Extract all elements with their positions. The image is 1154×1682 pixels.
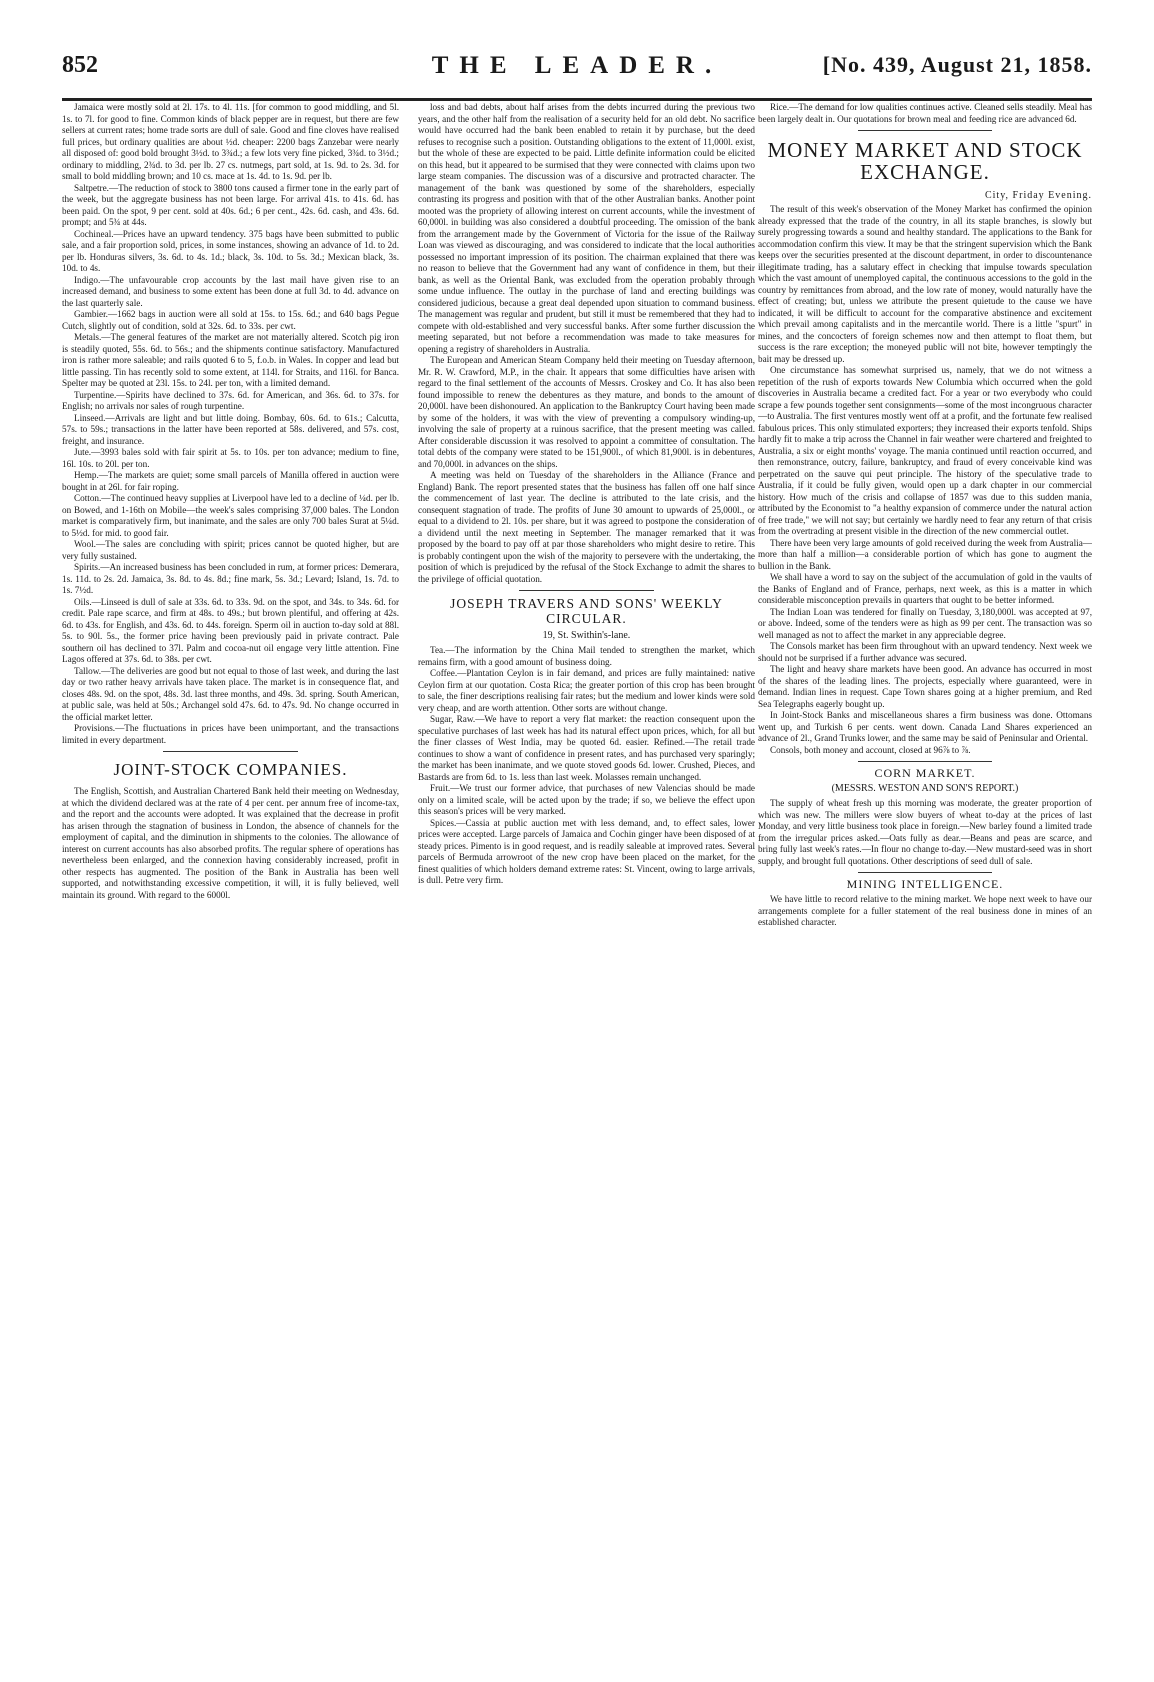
article-paragraph: A meeting was held on Tuesday of the shareholders in the Alliance (France and England) Bank. The report presented states that the business has fallen off one half since the commencement of last year. The decline is attributed to the late crisis, and the consequent stagnation of trade. The profits of June 30 amount to upwards of 25,000l., or equal to a dividend to 2l. 10s. per share, but it was agreed to postpone the consideration of a dividend until the next meeting in September. The manager remarked that it was proposed by the board to pay off at par those shareholders who might desire to retire. This is probably contingent upon the wish of the majority to persevere with the undertaking, the position of which is prejudiced by the refusal of the Stock Exchange to admit the shares to the privilege of official quotation.: [418, 470, 755, 584]
article-paragraph: There have been very large amounts of gold received during the week from Australia—more than half a million—a considerable portion of which has gone to augment the bullion in the Bank.: [758, 537, 1092, 571]
article-paragraph: In Joint-Stock Banks and miscellaneous shares a firm business was done. Ottomans went up, and Turkish 6 per cents. went down. Canada Land Shares experienced an advance of 2l., Grand Trunks lower, and the same may be said of Peninsular and Oriental.: [758, 710, 1092, 743]
article-paragraph: Spirits.—An increased business has been concluded in rum, at former prices: Demerara, 1s. 11d. to 2s. 2d. Jamaica, 3s. 8d. to 4s. 8d.; fine mark, 5s. 3d.; Levard; Island, 1s. 7d. to 1s. 7½d.: [62, 562, 399, 595]
masthead-rule: [62, 98, 1092, 101]
article-paragraph: Consols, both money and account, closed at 96⅞ to ⅞.: [770, 744, 971, 755]
article-paragraph: Cochineal.—Prices have an upward tendency. 375 bags have been submitted to public sale, and a fair proportion sold, prices, in some instances, showing an advance of 1d. to 2d. per lb. Honduras silvers, 3s. 6d. to 4s. 1d.; black, 3s. 10d. to 5s. 3d.; Mexican black, 3s. 10d. to 4s.: [62, 228, 399, 273]
column-1: [62, 102, 399, 1662]
newspaper-title: THE LEADER.: [431, 52, 723, 79]
page-number: 852: [62, 52, 98, 78]
article-paragraph: Cotton.—The continued heavy supplies at Liverpool have led to a decline of ¼d. per lb. on Bowed, and 1-16th on Mobile—the week's sales comprising 37,000 bales. The London market is comparatively firm, but inanimate, and the sales are only 700 bales Surat at 5¼d. to 5½d. for mid. to good fair.: [62, 493, 399, 538]
article-paragraph: Indigo.—The unfavourable crop accounts by the last mail have given rise to an increased demand, and business to some extent has been done at full 3d. to 4d. advance on the last quarterly sale.: [62, 274, 399, 308]
circular-address: 19, St. Swithin's-lane.: [542, 630, 631, 641]
article-paragraph: loss and bad debts, about half arises from the debts incurred during the previous two years, and the other half from the realisation of a security held for an old debt. No sacrifice would have occurred had the bank been enabled to retain it by purchase, but the deed refuses to recognise such a position. Outstanding obligations to the extent of 11,000l. exist, but the whole of these are expected to be paid. Little definite information could be elicited on this head, but it appeared to be surmised that they were connected with claims upon two large steam companies. The discussion was of a discursive and protracted character. The management of the bank was questioned by some of the shareholders, especially contrasting its progress and position with that of the other Australian banks. Another point mooted was the propriety of allowing interest on current accounts, while the investment of 60,000l. in building was also considered a doubtful proceeding. The omission of the bank from the arrangement made by the Government of Victoria for the issue of the Railway Loan was viewed as discouraging, and was considered to indicate that the local authorities possessed no important impression of its position. The chairman explained that there was no reason to believe that the Government had any want of confidence in them, but their bank, as well as the Oriental Bank, was excluded from the operation probably through some undue influence. The outlay in the purchase of land and erecting buildings was considered judicious, because a great deal depended upon situation to command business. The management was regular and prudent, but still it must be remembered that they had to compete with old-established and very successful banks. After some further discussion the meeting separated, but not before a recommendation was made to take measures for opening a registry of shareholders in Australia.: [418, 102, 755, 354]
article-paragraph: Rice.—The demand for low qualities continues active. Cleaned sells steadily. Meal has been largely dealt in. Our quotations for brown meal and feeding rice are advanced 6d.: [758, 102, 1092, 124]
article-paragraph: One circumstance has somewhat surprised us, namely, that we do not witness a repetition of the rush of exports towards New Columbia which occurred when the gold discoveries in Australia became a credited fact. For a year or two everybody who could scrape a few pounds together sent consignments—some of the most incongruous character—to Australia. The first ventures mostly went off at a profit, and the fortunate few realised fabulous prices. This only stimulated exporters; they increased their exports tenfold. Ships hardly fit to make a trip across the Channel in fair weather were chartered and freighted to Australia, a six or eight months' voyage. The mania continued until reaction occurred, and then remonstrance, outcry, failure, bankruptcy, and fraud of every conceivable kind was perpetrated on the sauve qui peut principle. The history of the speculative trade to Australia, if it could be fully given, would open up a dark chapter in our commercial history. How much of the crisis and collapse of 1857 was due to this sudden mania, attributed by the Economist to "a healthy expansion of commerce under the natural action of free trade," we will not say; but certainly we hardly need to fear any return of that crisis from the overtrading at present visible in the direction of the new commercial outlet.: [758, 365, 1092, 536]
article-paragraph: Tea.—The information by the China Mail tended to strengthen the market, which remains firm, with a good amount of business doing.: [418, 645, 755, 667]
article-paragraph: The supply of wheat fresh up this morning was moderate, the greater proportion of which was new. The millers were slow buyers of wheat to-day at the prices of last Monday, and very little business took place in foreign.—New barley found a limited trade from the irregular prices asked.—Oats fully as dear.—Beans and peas are scarce, and bring fully last week's rates.—In flour no change to-day.—New mustard-seed was in short supply, and brought full quotations. Other descriptions of seed dull of sale.: [758, 798, 1092, 866]
article-paragraph: The Consols market has been firm throughout with an upward tendency. Next week we should not be surprised if a further advance was secured.: [758, 641, 1092, 663]
corn-report-source: (MESSRS. WESTON AND SON'S REPORT.): [831, 783, 1019, 794]
section-heading-travers-circular: JOSEPH TRAVERS AND SONS' WEEKLY CIRCULAR.: [450, 596, 723, 626]
article-paragraph: Coffee.—Plantation Ceylon is in fair demand, and prices are fully maintained: native Ceylon firm at our quotation. Costa Rica; the greater portion of this crop has been brought to sale, the finer descriptions realising fair rates; but the medium and lower kinds were sold very cheap, and are worth attention. Other sorts are without change.: [418, 668, 755, 713]
article-paragraph: The light and heavy share markets have been good. An advance has occurred in most of the shares of the leading lines. The projects, especially where guaranteed, were in demand. Indian lines in request. Cape Town shares going at a higher premium, and Red Sea Telegraphs eagerly bought up.: [758, 664, 1092, 709]
dateline: City, Friday Evening.: [984, 190, 1092, 201]
article-paragraph: We shall have a word to say on the subject of the accumulation of gold in the vaults of the Banks of England and of France, perhaps, next week, as this is a matter in which considerable misconception prevails in quarters that ought to be better informed.: [758, 572, 1092, 605]
article-paragraph: Hemp.—The markets are quiet; some small parcels of Manilla offered in auction were bought in at 26l. for fair roping.: [62, 470, 399, 492]
article-paragraph: Oils.—Linseed is dull of sale at 33s. 6d. to 33s. 9d. on the spot, and 34s. to 34s. 6d. for credit. Pale rape scarce, and firm at 48s. to 49s.; but brown plentiful, and offering at 42s. 6d. to 43s. for English, and 43s. 6d. to 44s. foreign. Sperm oil in auction to-day sold at 88l. 5s. to 90l. 5s., the former price having been previously paid in private contract. Pale southern oil has declined to 37l. Palm and cocoa-nut oil engage very little attention. Fine Lagos offered at 37s. 6d. to 38s. per cwt.: [62, 596, 399, 664]
section-divider: [858, 130, 992, 131]
article-paragraph: Turpentine.—Spirits have declined to 37s. 6d. for American, and 36s. 6d. to 37s. for English; no arrivals nor sales of rough turpentine.: [62, 389, 399, 411]
article-paragraph: Spices.—Cassia at public auction met with less demand, and, to effect sales, lower prices were accepted. Large parcels of Jamaica and Cochin ginger have been disposed of at steady prices. Pimento is in good request, and is readily saleable at improved rates. Several parcels of Bermuda arrowroot of the new crop have been placed on the market, for the finest qualities of which holders demand extreme rates: St. Vincent, owing to large arrivals, is dull. Petre very firm.: [418, 817, 755, 885]
article-paragraph: We have little to record relative to the mining market. We hope next week to have our arrangements complete for a fuller statement of the real business done in mines of an established character.: [758, 894, 1092, 927]
article-paragraph: The Indian Loan was tendered for finally on Tuesday, 3,180,000l. was accepted at 97, or above. Indeed, some of the tenders were as high as 99 per cent. The transaction was so well managed as not to affect the market in any appreciable degree.: [758, 606, 1092, 640]
section-divider: [163, 751, 298, 752]
section-divider: [858, 872, 992, 873]
article-paragraph: Wool.—The sales are concluding with spirit; prices cannot be quoted higher, but are very fully sustained.: [62, 539, 399, 561]
article-paragraph: The result of this week's observation of the Money Market has confirmed the opinion already expressed that the trade of the country, in all its staple branches, is slowly but surely progressing towards a sound and healthy standard. The applications to the Bank for accommodation confirm this view. It may be that the stringent supervision which the Bank keeps over the securities presented at the discount department, in order to discountenance illegitimate trading, has a salutary effect in checking that impulse towards speculation which the vast amount of unemployed capital, the continuous accessions to the gold in the country by remittances from abroad, and the low rate of money, would naturally have the effect of creating; but, unless we attribute the present quietude to the cause we have indicated, it will be difficult to account for the comparative abstinence and excitement which prevail among capitalists and in the mercantile world. There is a little "spurt" in mines, and the concocters of foreign schemes now and then attempt to float them, but success is the rare exception; the moneyed public will not bite, however temptingly the bait may be dressed up.: [758, 204, 1092, 364]
section-heading-mining: MINING INTELLIGENCE.: [846, 877, 1004, 891]
article-paragraph: Jamaica were mostly sold at 2l. 17s. to 4l. 11s. [for common to good middling, and 5l. 1s. to 7l. for good to fine. Common kinds of black pepper are in request, but there are few sellers at current rates; home trade sorts are dull of sale. Good and fine cloves have realised full prices, but ordinary qualities are about ½d. cheaper: 2200 bags Zanzebar were nearly all disposed of: good bold brought 3½d. to 3¾d.; a few lots very fine picked, 3¾d. to 3½d.; ordinary to middling, 2¾d. to 3d. per lb. 27 cs. nutmegs, part sold, at 1s. 9d. to 2s. 3d. for small to bold middling brown; and 10 cs. mace at 1s. 4d. to 1s. 9d. per lb.: [62, 102, 399, 181]
article-paragraph: The European and American Steam Company held their meeting on Tuesday afternoon, Mr. R. W. Crawford, M.P., in the chair. It appears that some difficulties have arisen with regard to the final settlement of the accounts of Messrs. Croskey and Co. It has also been found impossible to renew the debentures as they mature, and bonds to the amount of 20,000l. have been dishonoured. An application to the Bankruptcy Court having been made by some of the holders, it was with the view of preventing a compulsory winding-up, involving the sale of property at a ruinous sacrifice, that the present meeting was called. After considerable discussion it was resolved to appoint a committee of consultation. The total debts of the company were stated to be 151,900l., of which 81,900l. is in debentures, and 70,000l. in advances on the ships.: [418, 355, 755, 469]
masthead: [62, 48, 1092, 98]
article-paragraph: Provisions.—The fluctuations in prices have been unimportant, and the transactions limited in every department.: [62, 723, 399, 745]
article-paragraph: Jute.—3993 bales sold with fair spirit at 5s. to 10s. per ton advance; medium to fine, 16l. 10s. to 20l. per ton.: [62, 447, 399, 469]
article-paragraph: Sugar, Raw.—We have to report a very flat market: the reaction consequent upon the speculative purchases of last week has had its natural effect upon prices, which, for all but the finer classes of West India, may be quoted 6d. easier. Refined.—The retail trade continues to show a want of confidence in present rates, and has purchased very sparingly; the market has been inanimate, and we quote stoved goods 6d. lower. Crushed, Pieces, and Bastards are from 6d. to 1s. less than last week. Molasses remain unchanged.: [418, 714, 755, 782]
article-paragraph: Saltpetre.—The reduction of stock to 3800 tons caused a firmer tone in the early part of the week, but the aggregate business has not been large. For arrival 41s. to 41s. 6d. has been paid. On the spot, 9 per cent. sold at 40s. 6d.; 6 per cent., 42s. 6d. cash, and 43s. 6d. prompt; and 5¾ at 44s.: [62, 182, 399, 227]
issue-date: [No. 439, August 21, 1858.: [822, 52, 1092, 77]
section-heading-corn-market: CORN MARKET.: [874, 766, 976, 780]
section-divider: [519, 590, 654, 591]
column-3: [758, 102, 1092, 1662]
article-paragraph: Gambier.—1662 bags in auction were all sold at 15s. to 15s. 6d.; and 640 bags Pegue Cutch, slightly out of condition, sold at 32s. 6d. to 33s. per cwt.: [62, 309, 399, 331]
section-divider: [858, 761, 992, 762]
section-heading-money-market: MONEY MARKET AND STOCK EXCHANGE.: [767, 138, 1083, 184]
column-2: [418, 102, 755, 1662]
article-paragraph: Fruit.—We trust our former advice, that purchases of new Valencias should be made only on a limited scale, will be acted upon by the trade; if so, we believe the effect upon this season's prices will be very marked.: [418, 783, 755, 816]
article-paragraph: The English, Scottish, and Australian Chartered Bank held their meeting on Wednesday, at which the dividend declared was at the rate of 4 per cent. per annum free of income-tax, and the report and the accounts were adopted. It was explained that the decrease in profit has arisen through the stagnation of business in London, the absence of channels for the employment of capital, and the diminution in shipments to the colonies. The allowance of interest on current accounts has also absorbed profits. The regular sphere of operations has nevertheless been enlarged, and the connexion having considerably increased, profit in other respects has augmented. The position of the Bank in Australia has been well supported, and notwithstanding excessive competition, it will, it is fully believed, well maintain its ground. With regard to the 6000l.: [62, 786, 399, 900]
section-heading-joint-stock: JOINT-STOCK COMPANIES.: [113, 760, 348, 779]
article-paragraph: Linseed.—Arrivals are light and but little doing. Bombay, 60s. 6d. to 61s.; Calcutta, 57s. to 59s.; transactions in the latter have been reported at 58s. delivered, and 57s. cost, freight, and insurance.: [62, 412, 399, 446]
article-paragraph: Metals.—The general features of the market are not materially altered. Scotch pig iron is steadily quoted, 55s. 6d. to 56s.; and the shipments continue satisfactory. Manufactured iron is rather more saleable; and rails quoted 6 to 5, f.o.b. in Wales. In copper and lead but little passing. Tin has recently sold to some extent, at 114l. for Straits, and 116l. for Banca. Spelter may be quoted at 23l. 15s. to 24l. per ton, with a limited demand.: [62, 332, 399, 388]
article-paragraph: Tallow.—The deliveries are good but not equal to those of last week, and during the last day or two rather heavy arrivals have taken place. The market is in consequence flat, and closes 48s. 9d. on the spot, 48s. 3d. last three months, and 49s. 3d. spring. South American, at public sale, was held at 50s.; Archangel sold 47s. 6d. to 47s. 9d. No change occurred in the official market letter.: [62, 665, 399, 722]
